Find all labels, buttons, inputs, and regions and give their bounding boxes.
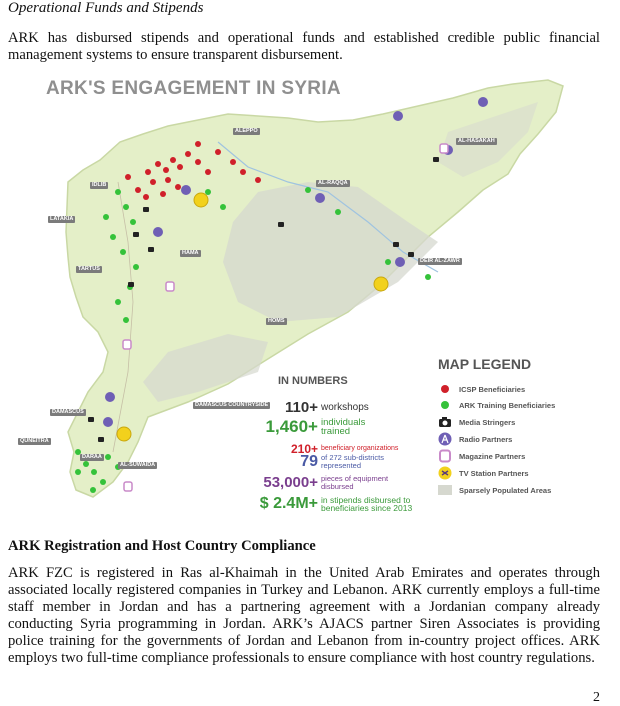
- legend-label: Sparsely Populated Areas: [459, 485, 552, 495]
- camera-icon: [438, 415, 452, 429]
- city-label-al-raqqa: AL-RAQQA: [318, 180, 348, 186]
- training-dot: [90, 487, 96, 493]
- training-dot: [120, 249, 126, 255]
- city-label-damascus-countryside: DAMASCUS COUNTRYSIDE: [195, 402, 269, 408]
- icsp-dot: [205, 169, 211, 175]
- city-label-quneitra: QUNEITRA: [20, 438, 49, 444]
- stat-value: 1,460+: [265, 417, 318, 436]
- tv-marker: [117, 427, 131, 441]
- training-dot: [91, 469, 97, 475]
- camera-marker: [128, 282, 134, 287]
- training-dot: [305, 187, 311, 193]
- legend-item-media: [438, 415, 515, 429]
- legend-label: ARK Training Beneficiaries: [459, 400, 556, 410]
- city-label-homs: HOMS: [268, 318, 285, 324]
- city-label-daraa: DARAA: [82, 454, 102, 460]
- icsp-dot: [175, 184, 181, 190]
- icsp-dot: [170, 157, 176, 163]
- stat-workshops: [248, 399, 411, 417]
- training-dot: [110, 234, 116, 240]
- city-label-idlib: IDLIB: [92, 182, 107, 188]
- camera-marker: [278, 222, 284, 227]
- legend-item-tv: [438, 466, 529, 480]
- icsp-dot: [195, 141, 201, 147]
- in-numbers-title: IN NUMBERS: [278, 375, 348, 387]
- tv-marker: [194, 193, 208, 207]
- city-label-latakia: LATAKIA: [50, 216, 74, 222]
- stat-value: $ 2.4M+: [259, 495, 318, 512]
- stat-label: of 272 sub-districts represented: [321, 453, 384, 470]
- icsp-dot: [255, 177, 261, 183]
- camera-marker: [433, 157, 439, 162]
- icsp-dot: [230, 159, 236, 165]
- city-label-hama: HAMA: [182, 250, 199, 256]
- legend-title: MAP LEGEND: [438, 356, 532, 372]
- magazine-marker: [440, 144, 448, 153]
- icsp-dot: [125, 174, 131, 180]
- map-title: ARK'S ENGAGEMENT IN SYRIA: [46, 78, 341, 99]
- training-dot: [83, 461, 89, 467]
- city-label-tartus: TARTUS: [78, 266, 100, 272]
- training-dot: [123, 317, 129, 323]
- map-legend: [438, 356, 604, 524]
- city-label-aleppo: ALEPPO: [235, 128, 258, 134]
- training-dot: [385, 259, 391, 265]
- icsp-dot: [143, 194, 149, 200]
- stat-label: beneficiary organizations: [321, 444, 399, 452]
- stat-equipment: [238, 474, 391, 492]
- legend-label: Media Stringers: [459, 417, 516, 427]
- legend-item-training: [438, 398, 555, 412]
- training-dot: [103, 214, 109, 220]
- camera-marker: [408, 252, 414, 257]
- magazine-marker: [124, 482, 132, 491]
- radio-marker: [153, 227, 163, 237]
- stat-label: in stipends disbursed to beneficiaries since 2013: [321, 495, 413, 513]
- icsp-dot: [160, 191, 166, 197]
- training-dot: [100, 479, 106, 485]
- training-dot: [115, 189, 121, 195]
- radio-marker: [315, 193, 325, 203]
- radio-marker: [395, 257, 405, 267]
- camera-marker: [98, 437, 104, 442]
- stat-value: 53,000+: [263, 474, 318, 492]
- training-dot: [115, 299, 121, 305]
- red-dot-icon: [438, 382, 452, 396]
- legend-label: TV Station Partners: [459, 468, 529, 478]
- training-dot: [220, 204, 226, 210]
- city-label-al-hasakah: AL-HASAKAH: [458, 138, 495, 144]
- legend-label: Radio Partners: [459, 434, 513, 444]
- legend-item-icsp: [438, 382, 525, 396]
- stat-label: workshops: [321, 401, 369, 413]
- gray-area-icon: [438, 483, 452, 497]
- camera-marker: [143, 207, 149, 212]
- radio-tower-icon: [438, 432, 452, 446]
- city-label-al-suwaida: AL-SUWAIDA: [120, 462, 156, 468]
- icsp-dot: [150, 179, 156, 185]
- operational-funds-paragraph: ARK has disbursed stipends and operational funds and established credible public financial management systems to ensure transparent disbursement.: [8, 30, 600, 63]
- magazine-marker: [166, 282, 174, 291]
- camera-marker: [393, 242, 399, 247]
- training-dot: [130, 219, 136, 225]
- legend-item-sparse: [438, 483, 551, 497]
- magazine-icon: [438, 449, 452, 463]
- camera-marker: [133, 232, 139, 237]
- stat-label: individuals trained: [321, 417, 366, 437]
- compliance-paragraph: ARK FZC is registered in Ras al-Khaimah in the United Arab Emirates and operates through associated locally registered companies in Turkey and Lebanon. ARK currently employs a full-time staff member in Jordan and has a partnering agreement with a Jordanian company already conducting Syria programming in Jordan. ARK’s AJACS partner Siren Associates is providing police training for the governments of Jordan and Lebanon from in-country project offices. ARK employs two full-time compliance professionals to ensure compliance with host country regulations.: [8, 565, 600, 666]
- icsp-dot: [145, 169, 151, 175]
- radio-marker: [103, 417, 113, 427]
- city-label-damascus: DAMASCUS: [52, 409, 84, 415]
- page-number: 2: [593, 690, 600, 705]
- stat-stipends: [238, 495, 436, 513]
- training-dot: [123, 204, 129, 210]
- camera-marker: [88, 417, 94, 422]
- icsp-dot: [135, 187, 141, 193]
- stat-label: pieces of equipment disbursed: [321, 473, 389, 491]
- icsp-dot: [215, 149, 221, 155]
- radio-marker: [181, 185, 191, 195]
- tv-marker: [374, 277, 388, 291]
- tv-station-icon: [438, 466, 452, 480]
- operational-funds-heading: Operational Funds and Stipends: [8, 0, 204, 16]
- icsp-dot: [185, 151, 191, 157]
- training-dot: [205, 189, 211, 195]
- training-dot: [335, 209, 341, 215]
- icsp-dot: [165, 177, 171, 183]
- training-dot: [75, 469, 81, 475]
- legend-label: ICSP Beneficiaries: [459, 384, 526, 394]
- icsp-dot: [195, 159, 201, 165]
- training-dot: [425, 274, 431, 280]
- stat-value: 210+: [290, 441, 318, 456]
- radio-marker: [105, 392, 115, 402]
- radio-marker: [478, 97, 488, 107]
- legend-item-radio: [438, 432, 512, 446]
- legend-item-magazine: [438, 449, 525, 463]
- icsp-dot: [155, 161, 161, 167]
- training-dot: [105, 454, 111, 460]
- icsp-dot: [163, 167, 169, 173]
- magazine-marker: [123, 340, 131, 349]
- stat-value: 110+: [285, 399, 318, 417]
- compliance-heading: ARK Registration and Host Country Compliance: [8, 538, 316, 554]
- stat-individuals: [238, 417, 381, 437]
- in-numbers-panel: [238, 367, 438, 517]
- legend-label: Magazine Partners: [459, 451, 526, 461]
- radio-marker: [393, 111, 403, 121]
- stat-value: 79: [300, 453, 318, 470]
- icsp-dot: [177, 164, 183, 170]
- stat-sub-districts: [248, 453, 391, 471]
- training-dot: [133, 264, 139, 270]
- icsp-dot: [240, 169, 246, 175]
- camera-marker: [148, 247, 154, 252]
- syria-engagement-map: [8, 72, 604, 524]
- green-dot-icon: [438, 398, 452, 412]
- city-label-deir-al-zawr: DEIR AL-ZAWR: [420, 258, 460, 264]
